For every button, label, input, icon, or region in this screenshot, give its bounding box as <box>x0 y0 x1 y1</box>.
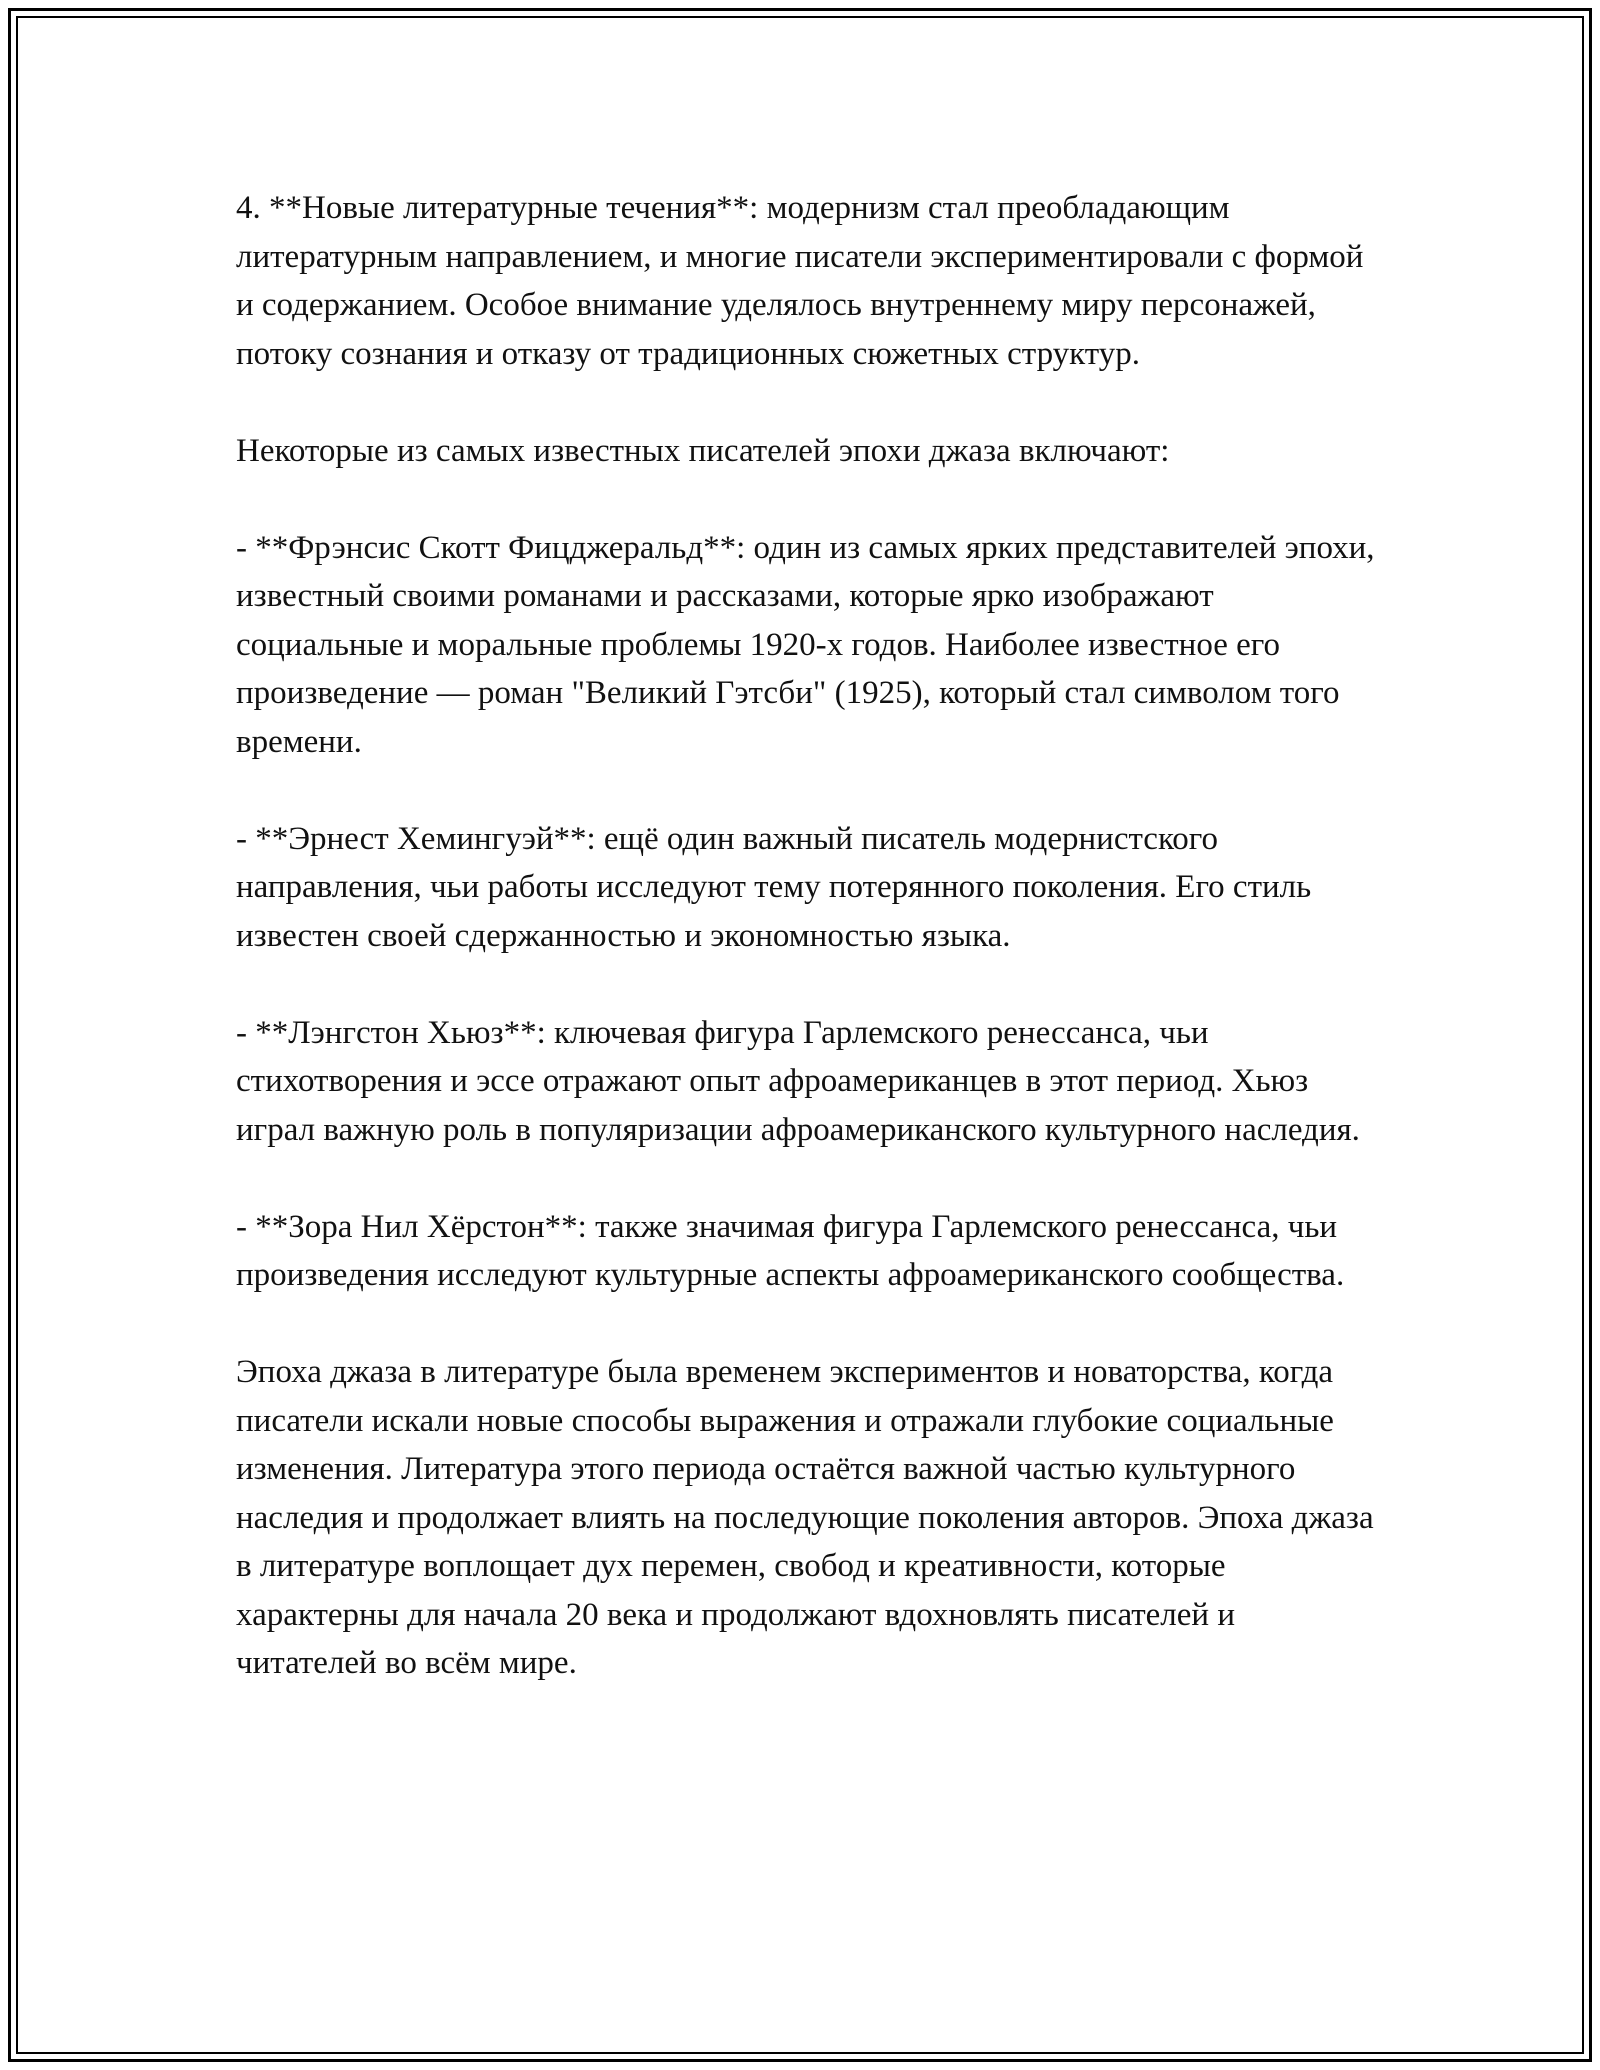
paragraph-hughes: - **Лэнгстон Хьюз**: ключевая фигура Гарлемского ренессанса, чьи стихотворения и эссе отражают опыт афроамериканцев в этот период. Хьюз играл важную роль в популяризации афроамериканского культурного наследия. <box>236 1014 1360 1148</box>
paragraph-new-literary-movements: 4. **Новые литературные течения**: модернизм стал преобладающим литературным направлением, и многие писатели экспериментировали с формой и содержанием. Особое внимание уделялось внутреннему миру персонажей, потоку сознания и отказу от традиционных сюжетных структур. <box>236 190 1364 372</box>
paragraph-hurston: - **Зора Нил Хёрстон**: также значимая фигура Гарлемского ренессанса, чьи произведения исследуют культурные аспекты афроамериканского сообщества. <box>236 1208 1345 1293</box>
paragraph-conclusion: Эпоха джаза в литературе была временем экспериментов и новаторства, когда писатели искали новые способы выражения и отражали глубокие социальные изменения. Литература этого периода остаётся важной частью культурного наследия и продолжает влиять на последующие поколения авторов. Эпоха джаза в литературе воплощает дух перемен, свобод и креативности, которые характерны для начала 20 века и продолжают вдохновлять писателей и читателей во всём мире. <box>236 1354 1374 1681</box>
paragraph-fitzgerald: - **Фрэнсис Скотт Фицджеральд**: один из самых ярких представителей эпохи, известный своими романами и рассказами, которые ярко изображают социальные и моральные проблемы 1920-х годов. Наиболее известное его произведение — роман "Великий Гэтсби" (1925), который стал символом того времени. <box>236 529 1375 760</box>
paragraph-famous-writers-intro: Некоторые из самых известных писателей эпохи джаза включают: <box>236 432 1170 469</box>
document-body <box>236 184 1376 1688</box>
paragraph-hemingway: - **Эрнест Хемингуэй**: ещё один важный писатель модернистского направления, чьи работы исследуют тему потерянного поколения. Его стиль известен своей сдержанностью и экономностью языка. <box>236 820 1312 954</box>
